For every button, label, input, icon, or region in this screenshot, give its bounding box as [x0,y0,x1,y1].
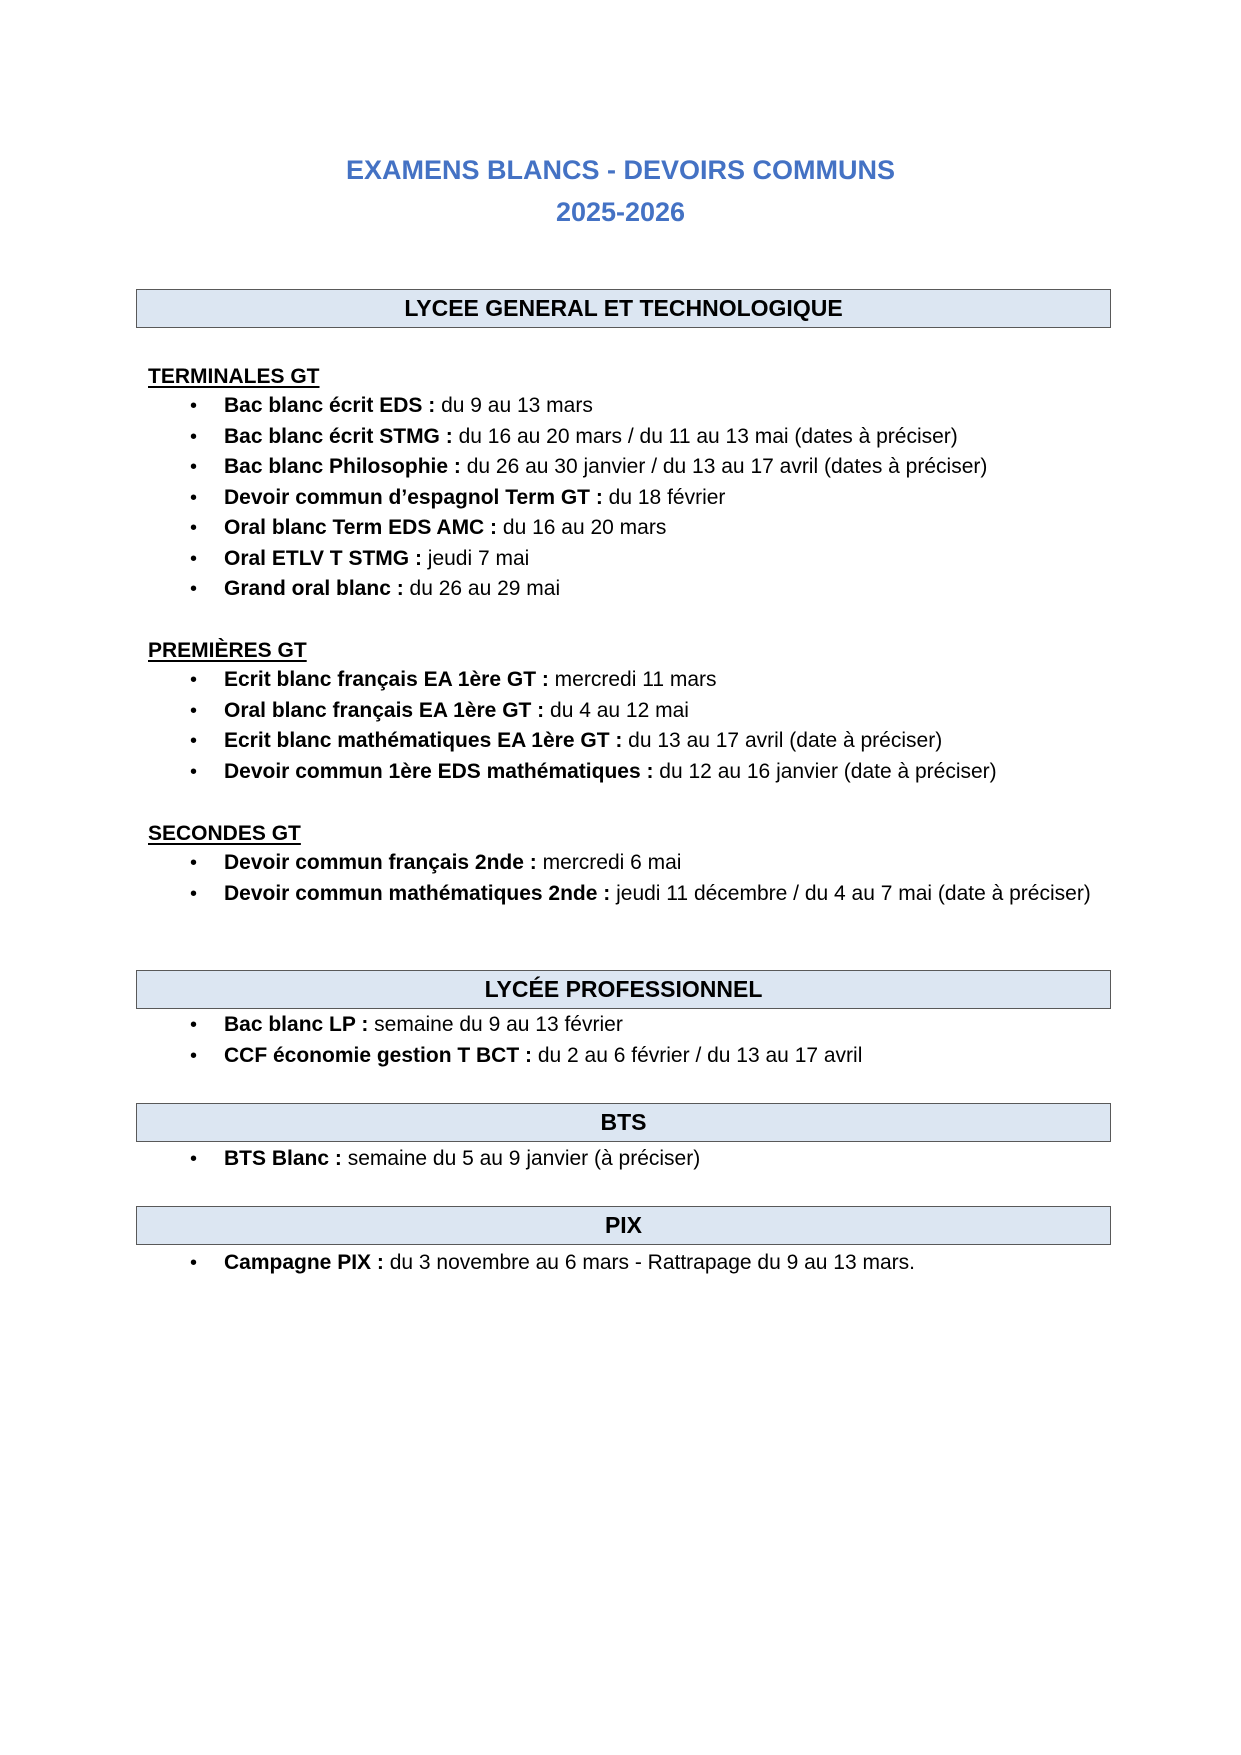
list-item [0,513,1241,544]
list-bts [0,1144,1241,1175]
section-band-bts: BTS [136,1103,1111,1142]
list-item [0,452,1241,483]
item-label: Bac blanc LP : [224,1013,369,1036]
item-label: Devoir commun d’espagnol Term GT : [224,485,603,509]
list-pix [0,1248,1241,1279]
bullet-icon: • [190,882,198,905]
bullet-icon: • [190,395,198,417]
item-label: BTS Blanc : [224,1147,342,1170]
bullet-icon: • [190,730,198,752]
section-band-lp: LYCÉE PROFESSIONNEL [136,970,1111,1009]
item-text: jeudi 11 décembre / du 4 au 7 mai (date à préciser) [610,881,1091,905]
list-secondes [0,848,1241,909]
item-text: du 4 au 12 mai [544,698,689,722]
item-text: du 16 au 20 mars / du 11 au 13 mai (dates à préciser) [452,424,958,448]
item-text: semaine du 9 au 13 février [368,1013,623,1036]
bullet-icon: • [190,486,198,509]
item-label: Ecrit blanc français EA 1ère GT : [224,668,549,691]
list-item [0,1144,1241,1175]
item-label: Oral blanc français EA 1ère GT : [224,698,545,722]
item-label: Campagne PIX : [224,1251,384,1274]
item-text: mercredi 11 mars [548,668,717,691]
list-item [0,696,1241,727]
item-text: du 18 février [602,485,726,509]
bullet-icon: • [190,517,198,539]
item-label: Bac blanc écrit STMG : [224,424,453,448]
list-item [0,544,1241,575]
item-text: jeudi 7 mai [421,546,530,570]
section-band-lgt: LYCEE GENERAL ET TECHNOLOGIQUE [136,289,1111,328]
bullet-icon: • [190,852,198,874]
list-item [0,848,1241,879]
item-text: du 2 au 6 février / du 13 au 17 avril [532,1043,863,1067]
heading-terminales: TERMINALES GT [148,365,320,388]
item-text: du 26 au 29 mai [403,577,561,600]
section-band-pix: PIX [136,1206,1111,1245]
item-label: Grand oral blanc : [224,577,404,600]
list-item [0,879,1241,910]
list-item [0,422,1241,453]
item-label: Devoir commun 1ère EDS mathématiques : [224,759,654,783]
bullet-icon: • [190,578,198,600]
item-text: du 26 au 30 janvier / du 13 au 17 avril (dates à préciser) [460,455,988,478]
list-item [0,391,1241,422]
bullet-icon: • [190,1014,198,1036]
item-label: Bac blanc écrit EDS : [224,394,436,417]
bullet-icon: • [190,760,198,783]
list-item [0,1010,1241,1041]
bullet-icon: • [190,1044,198,1067]
heading-premieres: PREMIÈRES GT [148,639,307,662]
bullet-icon: • [190,669,198,691]
list-terminales [0,391,1241,605]
item-text: du 16 au 20 mars [497,516,667,539]
bullet-icon: • [190,1252,198,1274]
list-item [0,757,1241,788]
bullet-icon: • [190,425,198,448]
document-year: 2025-2026 [555,197,686,227]
item-text: du 3 novembre au 6 mars - Rattrapage du 9 au 13 mars. [383,1251,915,1274]
item-text: du 12 au 16 janvier (date à préciser) [653,759,997,783]
list-item [0,665,1241,696]
item-label: CCF économie gestion T BCT : [224,1043,533,1067]
list-item [0,1248,1241,1279]
list-item [0,483,1241,514]
list-item [0,726,1241,757]
item-text: du 13 au 17 avril (date à préciser) [622,729,943,752]
item-label: Oral ETLV T STMG : [224,546,422,570]
heading-secondes: SECONDES GT [148,822,301,845]
item-label: Oral blanc Term EDS AMC : [224,516,498,539]
bullet-icon: • [190,547,198,570]
bullet-icon: • [190,456,198,478]
list-lp [0,1010,1241,1071]
item-label: Ecrit blanc mathématiques EA 1ère GT : [224,729,623,752]
list-premieres [0,665,1241,787]
list-item [0,574,1241,605]
item-text: du 9 au 13 mars [435,394,593,417]
item-label: Devoir commun mathématiques 2nde : [224,881,611,905]
document-title: EXAMENS BLANCS - DEVOIRS COMMUNS [345,155,896,185]
bullet-icon: • [190,699,198,722]
bullet-icon: • [190,1148,198,1170]
item-text: semaine du 5 au 9 janvier (à préciser) [341,1147,701,1170]
item-label: Bac blanc Philosophie : [224,455,461,478]
list-item [0,1041,1241,1072]
item-label: Devoir commun français 2nde : [224,851,537,874]
item-text: mercredi 6 mai [536,851,682,874]
